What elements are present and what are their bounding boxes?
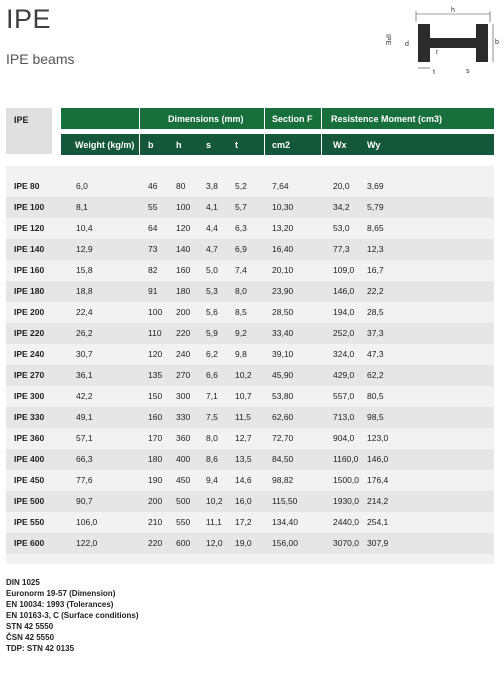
table-row	[6, 533, 494, 554]
cell-name: IPE 220	[14, 328, 45, 338]
cell-weight: 66,3	[76, 454, 93, 464]
cell-t: 6,3	[235, 223, 247, 233]
cell-name: IPE 500	[14, 496, 45, 506]
cell-wy: 123,0	[367, 433, 389, 443]
cell-wx: 53,0	[333, 223, 350, 233]
cell-wx: 713,0	[333, 412, 355, 422]
cell-t: 19,0	[235, 538, 252, 548]
cell-name: IPE 80	[14, 181, 40, 191]
cell-weight: 6,0	[76, 181, 88, 191]
cell-wx: 252,0	[333, 328, 355, 338]
cell-wx: 109,0	[333, 265, 355, 275]
cell-wx: 557,0	[333, 391, 355, 401]
cell-h: 500	[176, 496, 191, 506]
table-row	[6, 302, 494, 323]
cell-name: IPE 240	[14, 349, 45, 359]
cell-name: IPE 140	[14, 244, 45, 254]
cell-h: 240	[176, 349, 191, 359]
cell-weight: 8,1	[76, 202, 88, 212]
cell-weight: 106,0	[76, 517, 98, 527]
cell-b: 190	[148, 475, 163, 485]
cell-weight: 122,0	[76, 538, 98, 548]
cell-h: 200	[176, 307, 191, 317]
cell-wy: 3,69	[367, 181, 384, 191]
table-row	[6, 386, 494, 407]
cell-weight: 12,9	[76, 244, 93, 254]
cell-wy: 22,2	[367, 286, 384, 296]
cell-h: 120	[176, 223, 191, 233]
cell-name: IPE 270	[14, 370, 45, 380]
cell-t: 13,5	[235, 454, 252, 464]
cell-s: 5,6	[206, 307, 218, 317]
cell-f: 28,50	[272, 307, 294, 317]
cell-b: 82	[148, 265, 158, 275]
cell-wx: 3070,0	[333, 538, 359, 548]
cell-t: 9,8	[235, 349, 247, 359]
header-s: s	[206, 140, 212, 150]
header-moment-sub	[322, 134, 494, 155]
cell-b: 160	[148, 412, 163, 422]
cell-wy: 8,65	[367, 223, 384, 233]
cell-b: 64	[148, 223, 158, 233]
cell-wx: 20,0	[333, 181, 350, 191]
cell-s: 8,0	[206, 433, 218, 443]
cell-f: 115,50	[272, 496, 298, 506]
cell-b: 100	[148, 307, 163, 317]
cell-b: 135	[148, 370, 163, 380]
cell-name: IPE 100	[14, 202, 45, 212]
standard-item: TDP: STN 42 0135	[6, 644, 75, 653]
table-row	[6, 491, 494, 512]
table-row	[6, 344, 494, 365]
cell-wx: 1160,0	[333, 454, 359, 464]
cell-s: 7,1	[206, 391, 218, 401]
cell-name: IPE 330	[14, 412, 45, 422]
cell-s: 5,3	[206, 286, 218, 296]
cell-b: 46	[148, 181, 158, 191]
cell-wy: 176,4	[367, 475, 389, 485]
cell-b: 110	[148, 328, 162, 338]
cell-weight: 49,1	[76, 412, 93, 422]
table-row	[6, 428, 494, 449]
cell-weight: 30,7	[76, 349, 93, 359]
table-row	[6, 407, 494, 428]
cell-wy: 80,5	[367, 391, 384, 401]
cell-name: IPE 120	[14, 223, 45, 233]
cell-t: 6,9	[235, 244, 247, 254]
cell-wy: 47,3	[367, 349, 384, 359]
cell-b: 170	[148, 433, 163, 443]
cell-s: 6,2	[206, 349, 218, 359]
cell-name: IPE 200	[14, 307, 45, 317]
cell-h: 450	[176, 475, 191, 485]
cell-b: 200	[148, 496, 163, 506]
cell-t: 9,2	[235, 328, 247, 338]
table-row	[6, 260, 494, 281]
cell-wy: 12,3	[367, 244, 384, 254]
standard-item: DIN 1025	[6, 578, 40, 587]
cell-wy: 214,2	[367, 496, 389, 506]
standard-item: STN 42 5550	[6, 622, 54, 631]
cell-wx: 324,0	[333, 349, 355, 359]
cell-h: 140	[176, 244, 191, 254]
cell-name: IPE 180	[14, 286, 45, 296]
cell-s: 5,0	[206, 265, 218, 275]
cell-t: 8,0	[235, 286, 247, 296]
cell-f: 23,90	[272, 286, 294, 296]
cell-wx: 34,2	[333, 202, 350, 212]
header-dimensions	[140, 108, 264, 129]
cell-wy: 98,5	[367, 412, 384, 422]
dim-label-h: h	[451, 7, 455, 14]
cell-f: 33,40	[272, 328, 294, 338]
cell-weight: 22,4	[76, 307, 93, 317]
cell-h: 360	[176, 433, 191, 443]
table-row	[6, 281, 494, 302]
cell-h: 300	[176, 391, 191, 401]
header-cm2	[265, 134, 321, 155]
cell-t: 17,2	[235, 517, 252, 527]
cell-wy: 254,1	[367, 517, 389, 527]
cell-t: 10,7	[235, 391, 252, 401]
header-dims-sub	[140, 134, 264, 155]
cell-h: 270	[176, 370, 191, 380]
cell-t: 10,2	[235, 370, 252, 380]
cell-b: 180	[148, 454, 163, 464]
cell-h: 550	[176, 517, 191, 527]
dim-label-ipe: IPE	[384, 34, 391, 46]
cell-weight: 26,2	[76, 328, 93, 338]
cell-f: 16,40	[272, 244, 294, 254]
cell-wx: 1500,0	[333, 475, 359, 485]
cell-weight: 18,8	[76, 286, 93, 296]
standard-item: EN 10034: 1993 (Tolerances)	[6, 600, 114, 609]
page-subtitle: IPE beams	[6, 51, 75, 67]
cell-s: 8,6	[206, 454, 218, 464]
cell-s: 10,2	[206, 496, 223, 506]
dim-label-d: d	[405, 41, 409, 48]
cell-wx: 429,0	[333, 370, 355, 380]
cell-name: IPE 600	[14, 538, 45, 548]
cell-b: 210	[148, 517, 163, 527]
cell-weight: 57,1	[76, 433, 93, 443]
table-row	[6, 449, 494, 470]
cell-f: 98,82	[272, 475, 294, 485]
cell-weight: 77,6	[76, 475, 93, 485]
cell-name: IPE 300	[14, 391, 45, 401]
cell-wy: 16,7	[367, 265, 384, 275]
header-h: h	[176, 140, 182, 150]
dim-label-b: b	[495, 39, 499, 46]
cell-s: 12,0	[206, 538, 223, 548]
table-row	[6, 218, 494, 239]
cell-b: 150	[148, 391, 163, 401]
table-row	[6, 470, 494, 491]
cell-f: 13,20	[272, 223, 294, 233]
cell-b: 55	[148, 202, 158, 212]
header-wy: Wy	[367, 140, 381, 150]
header-moment	[322, 108, 494, 129]
cell-s: 5,9	[206, 328, 218, 338]
ipe-beam-diagram	[378, 4, 498, 76]
cell-wy: 37,3	[367, 328, 384, 338]
table-row	[6, 239, 494, 260]
header-weight-label: Weight (kg/m)	[75, 140, 135, 150]
dim-label-s: s	[466, 68, 470, 75]
header-moment-label: Resistence Moment (cm3)	[331, 114, 443, 124]
cell-h: 220	[176, 328, 191, 338]
header-section	[265, 108, 321, 129]
cell-f: 10,30	[272, 202, 294, 212]
cell-s: 11,1	[206, 517, 222, 527]
cell-weight: 42,2	[76, 391, 93, 401]
cell-b: 220	[148, 538, 163, 548]
dim-label-r: r	[436, 49, 439, 56]
header-b: b	[148, 140, 154, 150]
standard-item: Euronorm 19-57 (Dimension)	[6, 589, 116, 598]
cell-t: 5,7	[235, 202, 247, 212]
cell-f: 72,70	[272, 433, 294, 443]
cell-weight: 10,4	[76, 223, 93, 233]
standard-item: ČSN 42 5550	[6, 633, 55, 642]
cell-wy: 5,79	[367, 202, 384, 212]
cell-wx: 904,0	[333, 433, 355, 443]
cell-s: 4,1	[206, 202, 218, 212]
cell-t: 14,6	[235, 475, 252, 485]
cell-h: 160	[176, 265, 191, 275]
cell-f: 7,64	[272, 181, 289, 191]
cell-f: 45,90	[272, 370, 294, 380]
page-title: IPE	[6, 4, 52, 34]
cell-wx: 1930,0	[333, 496, 359, 506]
cell-wx: 77,3	[333, 244, 350, 254]
cell-f: 84,50	[272, 454, 294, 464]
cell-f: 62,60	[272, 412, 294, 422]
table-row	[6, 197, 494, 218]
cell-name: IPE 450	[14, 475, 45, 485]
header-t: t	[235, 140, 238, 150]
cell-b: 91	[148, 286, 158, 296]
cell-s: 9,4	[206, 475, 218, 485]
cell-f: 156,00	[272, 538, 298, 548]
cell-f: 134,40	[272, 517, 298, 527]
dim-label-t: t	[433, 69, 435, 76]
cell-t: 16,0	[235, 496, 252, 506]
header-wx: Wx	[333, 140, 347, 150]
cell-h: 400	[176, 454, 191, 464]
cell-weight: 15,8	[76, 265, 93, 275]
cell-weight: 90,7	[76, 496, 93, 506]
cell-wy: 28,5	[367, 307, 384, 317]
cell-f: 20,10	[272, 265, 294, 275]
cell-f: 53,80	[272, 391, 294, 401]
cell-h: 180	[176, 286, 191, 296]
cell-wx: 146,0	[333, 286, 355, 296]
cell-t: 11,5	[235, 412, 251, 422]
cell-wy: 307,9	[367, 538, 389, 548]
table-row	[6, 323, 494, 344]
cell-f: 39,10	[272, 349, 294, 359]
table-row	[6, 176, 494, 197]
cell-weight: 36,1	[76, 370, 93, 380]
cell-s: 3,8	[206, 181, 218, 191]
cell-t: 12,7	[235, 433, 252, 443]
cell-name: IPE 360	[14, 433, 45, 443]
cell-s: 7,5	[206, 412, 218, 422]
header-top-left	[61, 108, 139, 129]
header-weight	[61, 134, 139, 155]
beam-profile	[418, 24, 488, 62]
cell-h: 100	[176, 202, 191, 212]
cell-s: 4,7	[206, 244, 218, 254]
standards-list	[6, 577, 138, 654]
cell-wy: 62,2	[367, 370, 384, 380]
cell-h: 600	[176, 538, 191, 548]
header-dimensions-label: Dimensions (mm)	[168, 114, 244, 124]
cell-s: 4,4	[206, 223, 218, 233]
cell-t: 7,4	[235, 265, 247, 275]
cell-b: 120	[148, 349, 163, 359]
cell-h: 330	[176, 412, 191, 422]
cell-name: IPE 550	[14, 517, 45, 527]
table-row	[6, 365, 494, 386]
header-cm2-label: cm2	[272, 140, 291, 150]
header-section-label: Section F	[272, 114, 313, 124]
cell-h: 80	[176, 181, 186, 191]
cell-name: IPE 160	[14, 265, 45, 275]
cell-wy: 146,0	[367, 454, 389, 464]
cell-s: 6,6	[206, 370, 218, 380]
cell-t: 5,2	[235, 181, 247, 191]
cell-name: IPE 400	[14, 454, 45, 464]
standard-item: EN 10163-3, C (Surface conditions)	[6, 611, 139, 620]
cell-b: 73	[148, 244, 158, 254]
cell-wx: 194,0	[333, 307, 355, 317]
cell-wx: 2440,0	[333, 517, 359, 527]
cell-t: 8,5	[235, 307, 247, 317]
table-row	[6, 512, 494, 533]
ipe-column-header: IPE	[6, 108, 52, 154]
